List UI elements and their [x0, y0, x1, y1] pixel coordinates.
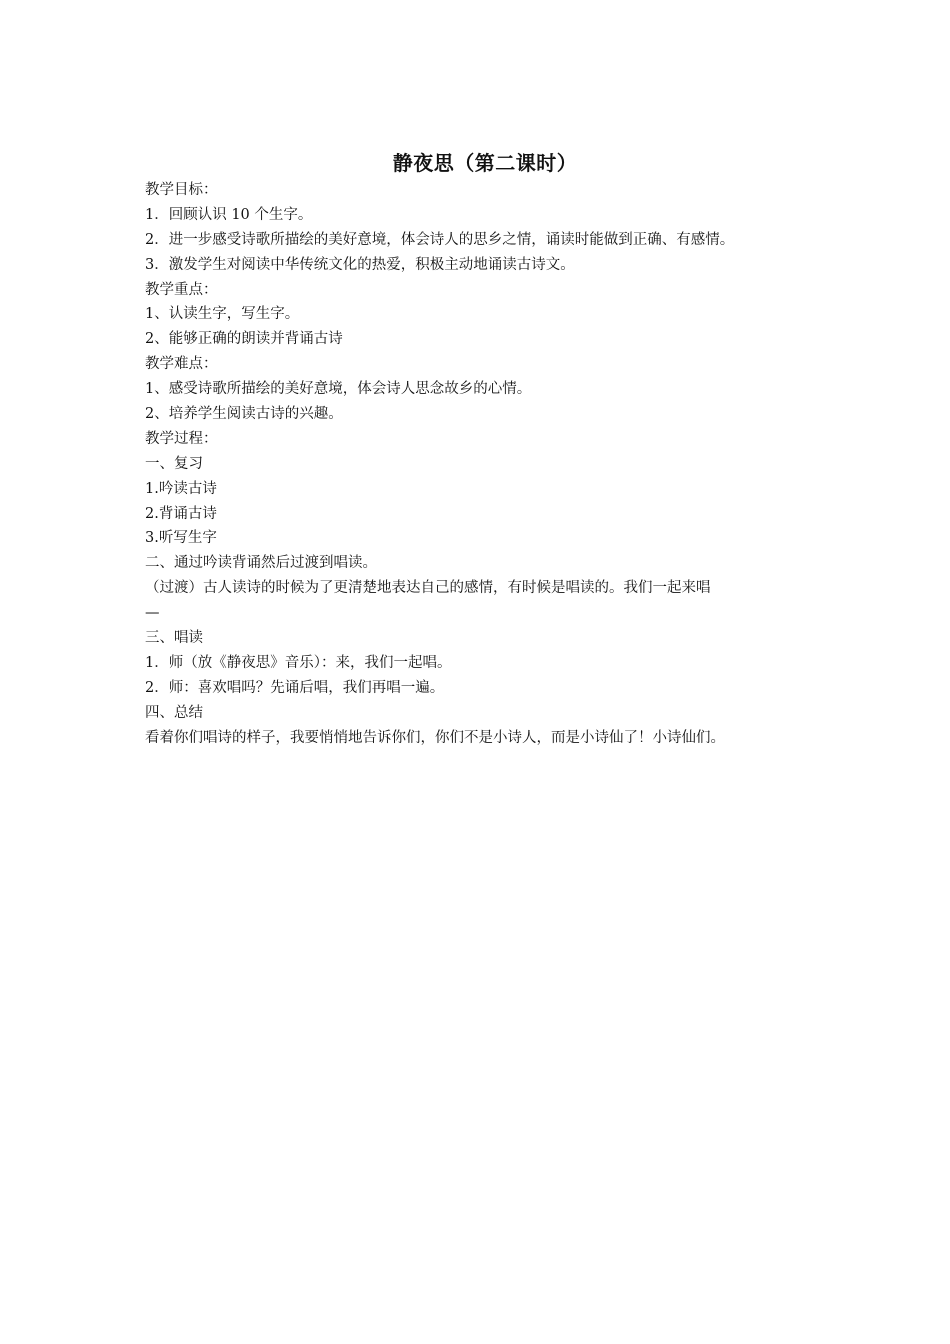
document-title: 静夜思（第二课时）: [392, 151, 578, 175]
difficulty-item-1: 1、感受诗歌所描绘的美好意境，体会诗人思念故乡的心情。: [145, 381, 532, 398]
review-item-3: 3.听写生字: [145, 530, 217, 547]
section-summary-heading: 四、总结: [145, 704, 203, 721]
section-sing-heading: 三、唱读: [145, 630, 203, 647]
process-heading: 教学过程：: [145, 430, 218, 447]
key-point-item-2: 2、能够正确的朗读并背诵古诗: [145, 331, 343, 348]
sing-item-1: 1．师（放《静夜思》音乐）：来，我们一起唱。: [145, 654, 452, 671]
objective-item-2: 2．进一步感受诗歌所描绘的美好意境，体会诗人的思乡之情，诵读时能做到正确、有感情。: [145, 231, 735, 248]
review-item-1: 1.吟读古诗: [145, 480, 217, 497]
summary-paragraph: 看着你们唱诗的样子，我要悄悄地告诉你们，你们不是小诗人，而是小诗仙了！小诗仙们。: [145, 729, 725, 746]
key-points-heading: 教学重点：: [145, 281, 218, 298]
objectives-heading: 教学目标：: [145, 182, 218, 198]
transition-paragraph: （过渡）古人读诗的时候为了更清楚地表达自己的感情，有时候是唱读的。我们一起来唱: [145, 580, 711, 597]
section-transition-heading: 二、通过吟读背诵然后过渡到唱读。: [145, 555, 377, 572]
objective-item-1: 1．回顾认识 10 个生字。: [145, 206, 313, 223]
review-item-2: 2.背诵古诗: [145, 505, 217, 522]
sing-item-2: 2．师：喜欢唱吗？先诵后唱，我们再唱一遍。: [145, 679, 445, 696]
key-point-item-1: 1、认读生字，写生字。: [145, 306, 300, 323]
transition-dash: —: [145, 605, 160, 622]
document-body: [145, 148, 825, 750]
difficulty-item-2: 2、培养学生阅读古诗的兴趣。: [145, 406, 343, 423]
section-review-heading: 一、复习: [145, 455, 203, 472]
difficulties-heading: 教学难点：: [145, 356, 218, 373]
objective-item-3: 3．激发学生对阅读中华传统文化的热爱，积极主动地诵读古诗文。: [145, 256, 575, 273]
